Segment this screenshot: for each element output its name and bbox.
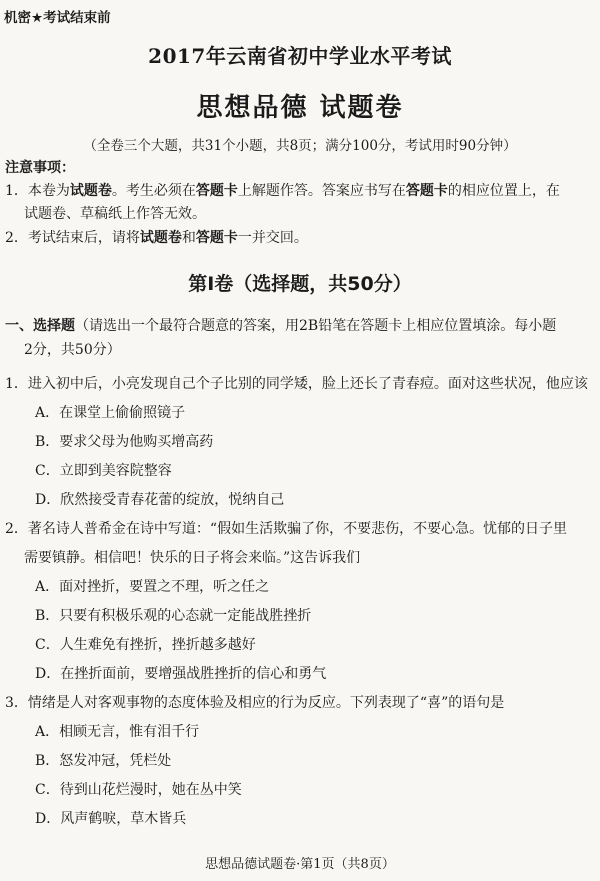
- subject-title: 思想品德 试题卷: [196, 93, 404, 123]
- q2-option-c: C．人生难免有挫折，挫折越多越好: [35, 637, 256, 653]
- q2-option-b: B．只要有积极乐观的心态就一定能战胜挫折: [35, 608, 312, 624]
- notice-2: 2．考试结束后，请将试题卷和答题卡一并交回。: [5, 230, 308, 246]
- q1-option-c: C．立即到美容院整容: [35, 463, 172, 479]
- confidential-label: 机密★考试结束前: [4, 10, 111, 26]
- q3-option-c: C．待到山花烂漫时，她在丛中笑: [35, 782, 242, 798]
- exam-note: （全卷三个大题，共31个小题，共8页；满分100分，考试用时90分钟）: [83, 138, 517, 154]
- section-title: 第Ⅰ卷（选择题，共50分）: [188, 273, 412, 295]
- notice-1-cont: 试题卷、草稿纸上作答无效。: [24, 206, 206, 222]
- page-footer: 思想品德试题卷·第1页（共8页）: [205, 857, 395, 872]
- q2-option-d: D．在挫折面前，要增强战胜挫折的信心和勇气: [35, 666, 327, 682]
- question-3-stem: 3．情绪是人对客观事物的态度体验及相应的行为反应。下列表现了“喜”的语句是: [5, 695, 505, 711]
- exam-title: 2017年云南省初中学业水平考试: [148, 44, 452, 68]
- notice-heading: 注意事项：: [5, 160, 75, 176]
- question-2-stem-cont: 需要镇静。相信吧！快乐的日子将会来临。”这告诉我们: [24, 550, 361, 566]
- q1-option-a: A．在课堂上偷偷照镜子: [35, 405, 186, 421]
- notice-1: 1．本卷为试题卷。考生必须在答题卡上解题作答。答案应书写在答题卡的相应位置上，在: [5, 183, 560, 199]
- question-1-stem: 1．进入初中后，小亮发现自己个子比别的同学矮，脸上还长了青春痘。面对这些状况，他应该: [5, 376, 588, 392]
- q3-option-d: D．风声鹤唳，草木皆兵: [35, 811, 187, 827]
- part-intro: 一、选择题（请选出一个最符合题意的答案，用2B铅笔在答题卡上相应位置填涂。每小题: [5, 318, 557, 334]
- q3-option-b: B．怒发冲冠，凭栏处: [35, 753, 172, 769]
- part-intro-cont: 2分，共50分）: [24, 342, 121, 358]
- q3-option-a: A．相顾无言，惟有泪千行: [35, 724, 200, 740]
- question-2-stem: 2．著名诗人普希金在诗中写道：“假如生活欺骗了你，不要悲伤，不要心急。忧郁的日子里: [5, 521, 568, 537]
- q1-option-d: D．欣然接受青春花蕾的绽放，悦纳自己: [35, 492, 285, 508]
- q1-option-b: B．要求父母为他购买增高药: [35, 434, 214, 450]
- q2-option-a: A．面对挫折，要置之不理，听之任之: [35, 579, 270, 595]
